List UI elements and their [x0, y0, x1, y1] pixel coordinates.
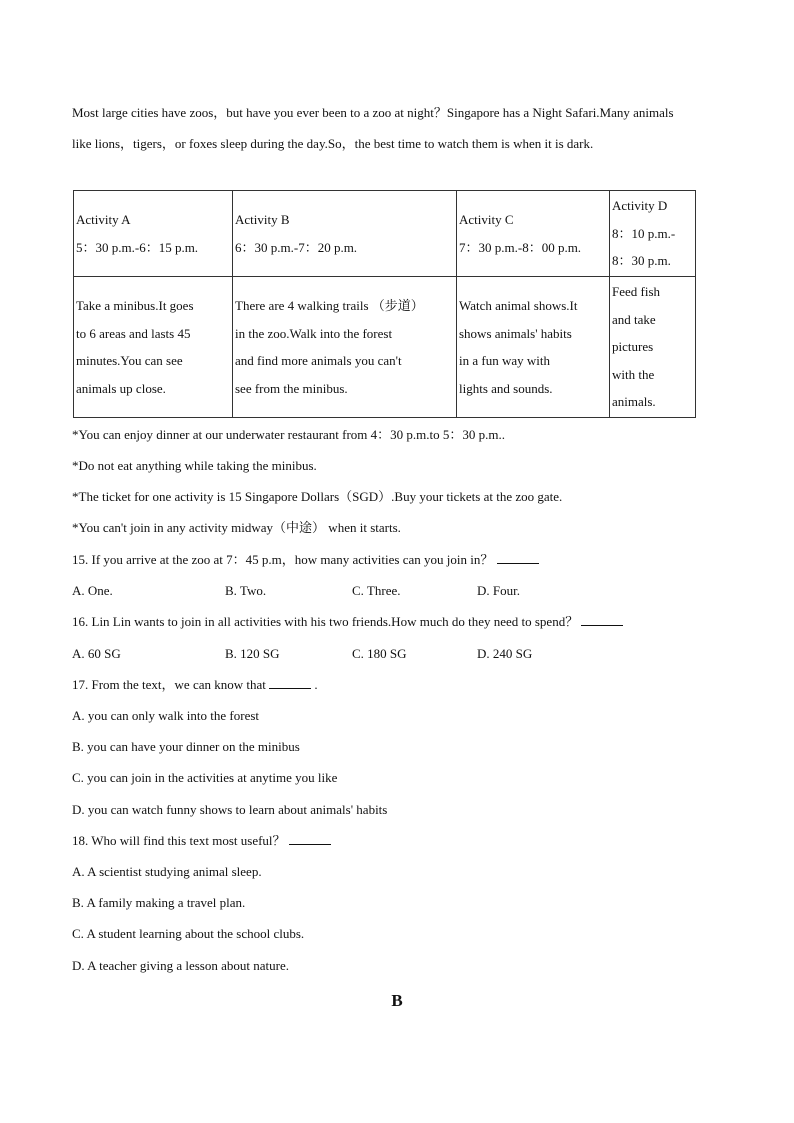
desc-line: Watch animal shows.It [459, 298, 578, 313]
activity-a-header [74, 191, 233, 277]
activity-d-time-end: 8：30 p.m. [612, 253, 671, 269]
activities-table [73, 190, 696, 418]
option-b: B. A family making a travel plan. [72, 895, 246, 910]
question-18 [72, 833, 331, 849]
answer-blank[interactable] [269, 677, 311, 689]
question-17-end: . [314, 677, 318, 692]
option-d: D. 240 SG [477, 646, 533, 661]
question-18-stem: 18. Who will find this text most useful？ [72, 833, 286, 848]
option-c: C. A student learning about the school clubs. [72, 926, 305, 941]
note-dinner: *You can enjoy dinner at our underwater restaurant from 4：30 p.m.to 5：30 p.m.. [72, 427, 506, 442]
activity-a-time: 5：30 p.m.-6：15 p.m. [76, 239, 199, 255]
desc-line: animals up close. [76, 380, 166, 396]
desc-line: Take a minibus.It goes [76, 298, 194, 313]
activity-d-description [610, 277, 696, 418]
option-c: C. Three. [352, 583, 401, 598]
section-heading: B [391, 991, 403, 1010]
question-16-stem: 16. Lin Lin wants to join in all activities with his two friends.How much do they need to spend？ [72, 614, 579, 629]
desc-line: pictures [612, 339, 654, 355]
answer-blank[interactable] [289, 833, 331, 845]
desc-line: There are 4 walking trails （步道） [235, 298, 424, 313]
desc-line: and take [612, 311, 656, 327]
desc-line: lights and sounds. [459, 380, 553, 396]
activity-b-name: Activity B [235, 212, 290, 227]
intro-line-1: Most large cities have zoos，but have you ever been to a zoo at night？Singapore has a Night Safari.Many animals [72, 105, 674, 120]
activity-c-description [457, 277, 610, 418]
option-a: A. A scientist studying animal sleep. [72, 864, 262, 879]
option-d: D. A teacher giving a lesson about nature. [72, 958, 289, 973]
intro-line-2: like lions，tigers，or foxes sleep during the day.So，the best time to watch them is when it is dark. [72, 136, 594, 151]
question-17 [72, 677, 318, 693]
desc-line: see from the minibus. [235, 380, 348, 396]
table-row [74, 277, 696, 418]
option-b: B. you can have your dinner on the minibus [72, 739, 300, 754]
desc-line: and find more animals you can't [235, 353, 402, 368]
activity-d-name: Activity D [612, 198, 668, 214]
desc-line: Feed fish [612, 284, 661, 300]
answer-blank[interactable] [497, 552, 539, 564]
option-d: D. you can watch funny shows to learn about animals' habits [72, 802, 388, 817]
activity-c-header [457, 191, 610, 277]
desc-line: shows animals' habits [459, 325, 572, 341]
activity-b-time: 6：30 p.m.-7：20 p.m. [235, 239, 358, 255]
table-row [74, 191, 696, 277]
desc-line: animals. [612, 394, 656, 410]
activity-b-description [233, 277, 457, 418]
desc-line: minutes.You can see [76, 353, 183, 368]
question-15 [72, 552, 539, 568]
note-no-eating: *Do not eat anything while taking the minibus. [72, 458, 317, 473]
activity-a-description [74, 277, 233, 418]
activity-c-time: 7：30 p.m.-8：00 p.m. [459, 239, 582, 255]
question-17-stem: 17. From the text，we can know that [72, 677, 266, 692]
option-a: A. 60 SG [72, 646, 121, 661]
option-a: A. you can only walk into the forest [72, 708, 260, 723]
option-b: B. 120 SG [225, 646, 280, 661]
option-a: A. One. [72, 583, 113, 598]
option-d: D. Four. [477, 583, 520, 598]
question-16 [72, 614, 623, 630]
answer-blank[interactable] [581, 614, 623, 626]
note-ticket: *The ticket for one activity is 15 Singapore Dollars（SGD）.Buy your tickets at the zoo gate. [72, 489, 563, 504]
question-15-stem: 15. If you arrive at the zoo at 7：45 p.m，how many activities can you join in？ [72, 552, 494, 567]
note-midway: *You can't join in any activity midway（中途） when it starts. [72, 520, 401, 535]
activity-c-name: Activity C [459, 212, 514, 227]
activity-a-name: Activity A [76, 212, 131, 227]
desc-line: in the zoo.Walk into the forest [235, 325, 393, 341]
option-b: B. Two. [225, 583, 267, 598]
option-c: C. you can join in the activities at anytime you like [72, 770, 338, 785]
activity-b-header [233, 191, 457, 277]
option-c: C. 180 SG [352, 646, 407, 661]
desc-line: with the [612, 366, 655, 382]
desc-line: in a fun way with [459, 353, 550, 368]
desc-line: to 6 areas and lasts 45 [76, 325, 191, 341]
activity-d-header [610, 191, 696, 277]
activity-d-time-start: 8：10 p.m.- [612, 225, 676, 241]
